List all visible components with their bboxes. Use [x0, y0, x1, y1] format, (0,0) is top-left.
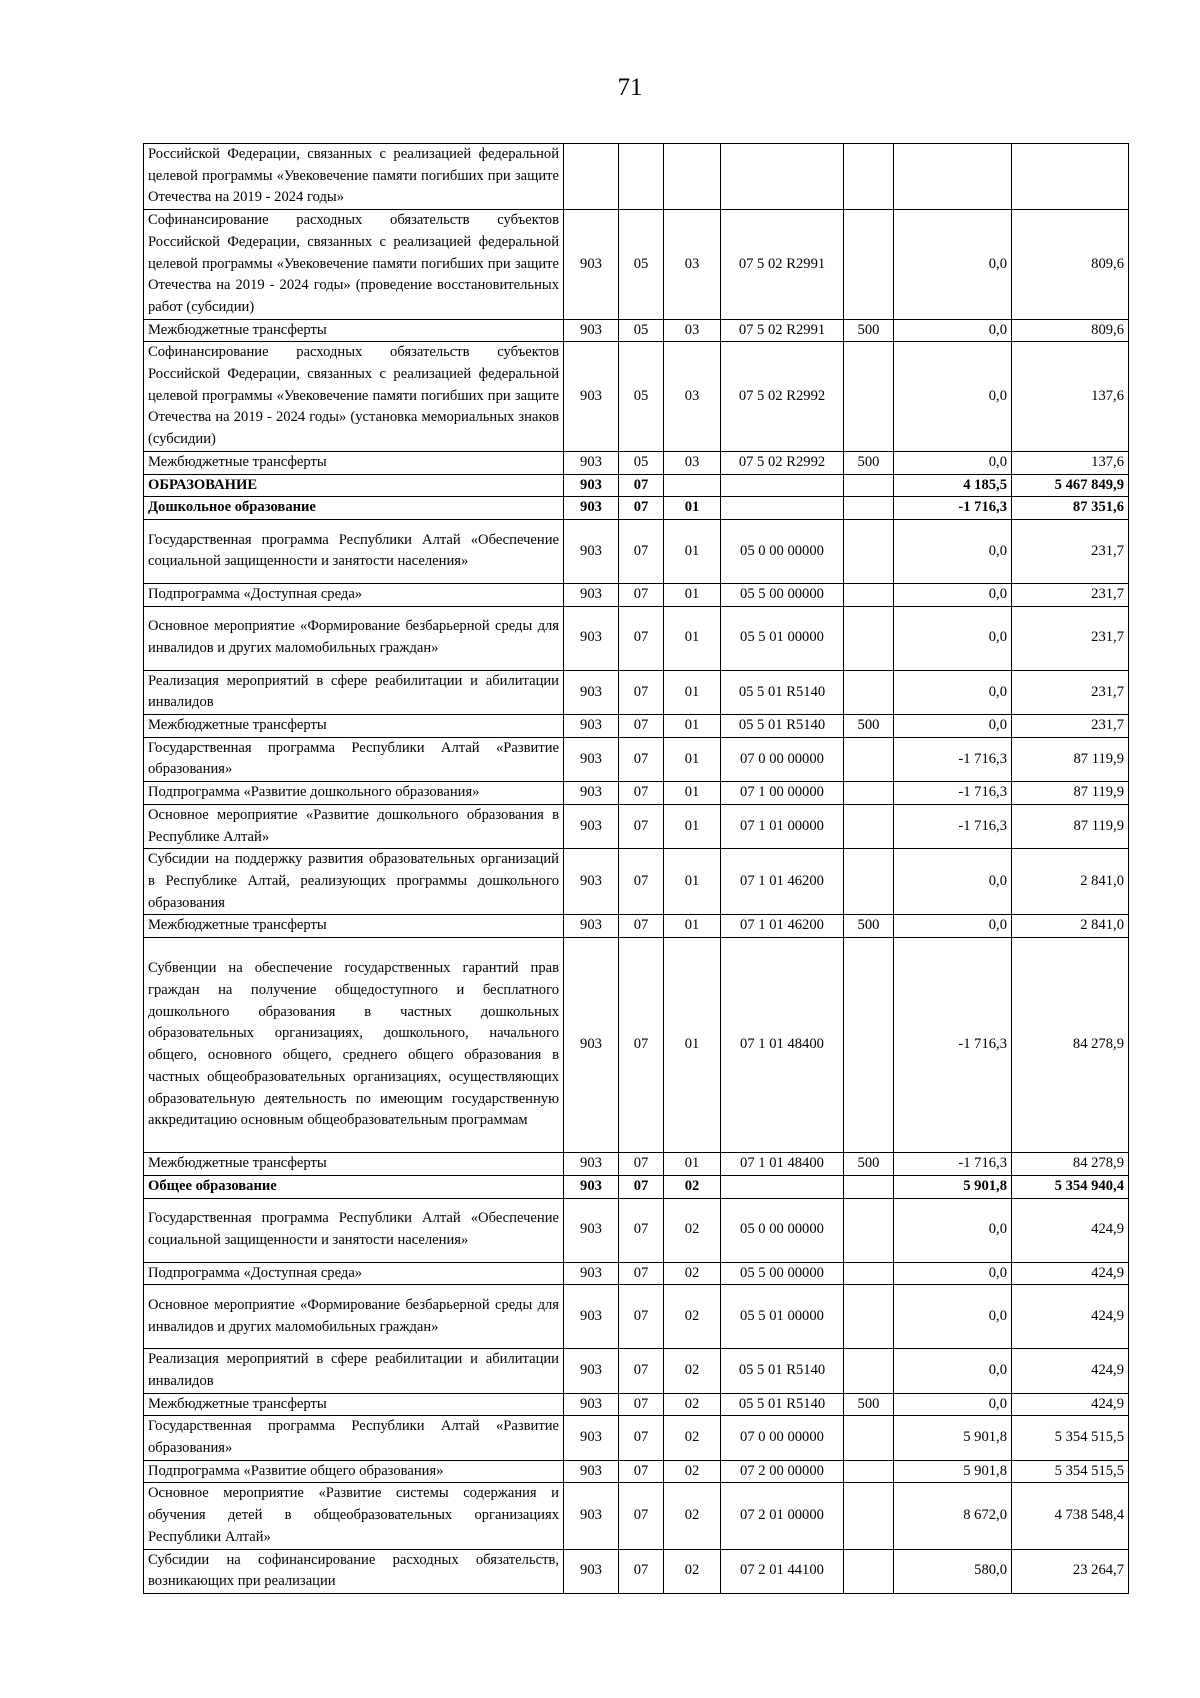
subsection-code: 01: [664, 519, 721, 583]
row-description: Государственная программа Республики Алтай «Развитие образования»: [144, 737, 564, 781]
target-article-code: [721, 497, 844, 520]
section-code: 07: [619, 1549, 664, 1593]
grbs-code: 903: [564, 497, 619, 520]
expense-type-code: 500: [844, 915, 894, 938]
target-article-code: [721, 1175, 844, 1198]
subsection-code: [664, 474, 721, 497]
total-amount: 87 351,6: [1012, 497, 1129, 520]
subsection-code: 01: [664, 804, 721, 848]
table-row: [144, 451, 1129, 474]
change-amount: 0,0: [894, 319, 1012, 342]
total-amount: 424,9: [1012, 1285, 1129, 1349]
total-amount: 809,6: [1012, 319, 1129, 342]
row-description: Подпрограмма «Доступная среда»: [144, 1262, 564, 1285]
change-amount: 5 901,8: [894, 1416, 1012, 1460]
section-code: 07: [619, 782, 664, 805]
expense-type-code: [844, 1175, 894, 1198]
grbs-code: 903: [564, 915, 619, 938]
table-body: [144, 144, 1129, 1594]
row-description: Межбюджетные трансферты: [144, 915, 564, 938]
change-amount: 0,0: [894, 519, 1012, 583]
target-article-code: 05 5 01 R5140: [721, 1349, 844, 1393]
change-amount: 5 901,8: [894, 1460, 1012, 1483]
row-description: Государственная программа Республики Алтай «Обеспечение социальной защищенности и занятости населения»: [144, 1198, 564, 1262]
table-row: [144, 210, 1129, 320]
subsection-code: 02: [664, 1549, 721, 1593]
grbs-code: 903: [564, 1416, 619, 1460]
total-amount: 84 278,9: [1012, 1153, 1129, 1176]
expense-type-code: [844, 497, 894, 520]
total-amount: 809,6: [1012, 210, 1129, 320]
expense-type-code: 500: [844, 319, 894, 342]
change-amount: 0,0: [894, 1393, 1012, 1416]
expense-type-code: [844, 938, 894, 1153]
table-row: [144, 583, 1129, 606]
row-description: Общее образование: [144, 1175, 564, 1198]
table-row: [144, 804, 1129, 848]
change-amount: 8 672,0: [894, 1483, 1012, 1549]
budget-table: [143, 143, 1129, 1594]
change-amount: 0,0: [894, 849, 1012, 915]
change-amount: 0,0: [894, 342, 1012, 452]
subsection-code: 01: [664, 849, 721, 915]
change-amount: 0,0: [894, 1262, 1012, 1285]
target-article-code: 07 1 01 48400: [721, 1153, 844, 1176]
section-code: 07: [619, 1153, 664, 1176]
section-code: 07: [619, 849, 664, 915]
table-row: [144, 342, 1129, 452]
section-code: 07: [619, 1460, 664, 1483]
section-code: 07: [619, 497, 664, 520]
target-article-code: 07 1 01 00000: [721, 804, 844, 848]
grbs-code: 903: [564, 782, 619, 805]
grbs-code: 903: [564, 519, 619, 583]
expense-type-code: [844, 606, 894, 670]
expense-type-code: 500: [844, 715, 894, 738]
table-row: [144, 1285, 1129, 1349]
target-article-code: [721, 144, 844, 210]
subsection-code: 01: [664, 737, 721, 781]
table-row: [144, 1483, 1129, 1549]
grbs-code: 903: [564, 1153, 619, 1176]
change-amount: 0,0: [894, 915, 1012, 938]
change-amount: -1 716,3: [894, 497, 1012, 520]
row-description: Подпрограмма «Развитие общего образования»: [144, 1460, 564, 1483]
subsection-code: 02: [664, 1262, 721, 1285]
subsection-code: 03: [664, 342, 721, 452]
grbs-code: 903: [564, 451, 619, 474]
grbs-code: 903: [564, 1483, 619, 1549]
total-amount: 87 119,9: [1012, 782, 1129, 805]
subsection-code: 02: [664, 1393, 721, 1416]
total-amount: 424,9: [1012, 1393, 1129, 1416]
expense-type-code: [844, 519, 894, 583]
target-article-code: 07 5 02 R2992: [721, 451, 844, 474]
table-row: [144, 915, 1129, 938]
target-article-code: 05 0 00 00000: [721, 1198, 844, 1262]
total-amount: [1012, 144, 1129, 210]
expense-type-code: [844, 474, 894, 497]
change-amount: 0,0: [894, 1349, 1012, 1393]
target-article-code: 05 5 00 00000: [721, 583, 844, 606]
target-article-code: 07 0 00 00000: [721, 737, 844, 781]
section-code: 07: [619, 715, 664, 738]
section-code: 07: [619, 670, 664, 714]
total-amount: 424,9: [1012, 1349, 1129, 1393]
expense-type-code: [844, 1549, 894, 1593]
grbs-code: 903: [564, 849, 619, 915]
change-amount: -1 716,3: [894, 737, 1012, 781]
grbs-code: 903: [564, 1285, 619, 1349]
target-article-code: 05 5 01 00000: [721, 1285, 844, 1349]
section-code: 07: [619, 915, 664, 938]
subsection-code: 01: [664, 583, 721, 606]
target-article-code: 07 1 01 46200: [721, 915, 844, 938]
section-code: 05: [619, 451, 664, 474]
target-article-code: 05 5 01 R5140: [721, 1393, 844, 1416]
section-code: 07: [619, 1198, 664, 1262]
target-article-code: 07 2 01 44100: [721, 1549, 844, 1593]
change-amount: 0,0: [894, 1198, 1012, 1262]
total-amount: 2 841,0: [1012, 915, 1129, 938]
total-amount: 2 841,0: [1012, 849, 1129, 915]
table-row: [144, 1175, 1129, 1198]
target-article-code: [721, 474, 844, 497]
target-article-code: 05 5 01 R5140: [721, 670, 844, 714]
table-row: [144, 1416, 1129, 1460]
change-amount: 0,0: [894, 210, 1012, 320]
row-description: Софинансирование расходных обязательств субъектов Российской Федерации, связанных с реализацией федеральной целевой программы «Увековечение памяти погибших при защите Отечества на 2019 - 2024 годы» (установка мемориальных знаков (субсидии): [144, 342, 564, 452]
row-description: Основное мероприятие «Развитие дошкольного образования в Республике Алтай»: [144, 804, 564, 848]
target-article-code: 05 5 00 00000: [721, 1262, 844, 1285]
table-row: [144, 519, 1129, 583]
expense-type-code: [844, 1416, 894, 1460]
change-amount: 5 901,8: [894, 1175, 1012, 1198]
total-amount: 424,9: [1012, 1262, 1129, 1285]
row-description: Подпрограмма «Доступная среда»: [144, 583, 564, 606]
change-amount: 0,0: [894, 670, 1012, 714]
grbs-code: 903: [564, 1262, 619, 1285]
expense-type-code: [844, 737, 894, 781]
section-code: 07: [619, 1175, 664, 1198]
target-article-code: 07 1 00 00000: [721, 782, 844, 805]
expense-type-code: [844, 1285, 894, 1349]
grbs-code: 903: [564, 342, 619, 452]
target-article-code: 07 1 01 46200: [721, 849, 844, 915]
change-amount: 4 185,5: [894, 474, 1012, 497]
expense-type-code: 500: [844, 1393, 894, 1416]
table-row: [144, 144, 1129, 210]
total-amount: 231,7: [1012, 606, 1129, 670]
row-description: Субсидии на софинансирование расходных обязательств, возникающих при реализации: [144, 1549, 564, 1593]
total-amount: 137,6: [1012, 342, 1129, 452]
expense-type-code: [844, 782, 894, 805]
expense-type-code: [844, 210, 894, 320]
section-code: 05: [619, 319, 664, 342]
section-code: 07: [619, 583, 664, 606]
subsection-code: 01: [664, 715, 721, 738]
expense-type-code: 500: [844, 451, 894, 474]
subsection-code: 02: [664, 1198, 721, 1262]
total-amount: 84 278,9: [1012, 938, 1129, 1153]
section-code: 05: [619, 342, 664, 452]
grbs-code: 903: [564, 670, 619, 714]
expense-type-code: [844, 583, 894, 606]
row-description: Межбюджетные трансферты: [144, 451, 564, 474]
row-description: Реализация мероприятий в сфере реабилитации и абилитации инвалидов: [144, 1349, 564, 1393]
target-article-code: 07 5 02 R2991: [721, 319, 844, 342]
expense-type-code: [844, 1483, 894, 1549]
table-row: [144, 1393, 1129, 1416]
change-amount: -1 716,3: [894, 782, 1012, 805]
section-code: 07: [619, 606, 664, 670]
section-code: 07: [619, 1349, 664, 1393]
total-amount: 87 119,9: [1012, 737, 1129, 781]
change-amount: 0,0: [894, 715, 1012, 738]
row-description: Реализация мероприятий в сфере реабилитации и абилитации инвалидов: [144, 670, 564, 714]
subsection-code: [664, 144, 721, 210]
row-description: Основное мероприятие «Развитие системы содержания и обучения детей в общеобразовательных организациях Республики Алтай»: [144, 1483, 564, 1549]
subsection-code: 02: [664, 1483, 721, 1549]
table-row: [144, 319, 1129, 342]
grbs-code: 903: [564, 583, 619, 606]
grbs-code: 903: [564, 319, 619, 342]
section-code: [619, 144, 664, 210]
table-row: [144, 1262, 1129, 1285]
total-amount: 87 119,9: [1012, 804, 1129, 848]
total-amount: 231,7: [1012, 715, 1129, 738]
expense-type-code: [844, 1460, 894, 1483]
total-amount: 231,7: [1012, 583, 1129, 606]
row-description: Межбюджетные трансферты: [144, 715, 564, 738]
subsection-code: 03: [664, 319, 721, 342]
grbs-code: 903: [564, 1393, 619, 1416]
expense-type-code: [844, 342, 894, 452]
table-row: [144, 1153, 1129, 1176]
row-description: Основное мероприятие «Формирование безбарьерной среды для инвалидов и других маломобильных граждан»: [144, 1285, 564, 1349]
row-description: Межбюджетные трансферты: [144, 1153, 564, 1176]
target-article-code: 05 5 01 R5140: [721, 715, 844, 738]
total-amount: 4 738 548,4: [1012, 1483, 1129, 1549]
section-code: 07: [619, 1262, 664, 1285]
table-row: [144, 1198, 1129, 1262]
table-row: [144, 782, 1129, 805]
total-amount: 424,9: [1012, 1198, 1129, 1262]
total-amount: 5 354 515,5: [1012, 1460, 1129, 1483]
subsection-code: 02: [664, 1460, 721, 1483]
table-row: [144, 849, 1129, 915]
section-code: 07: [619, 1416, 664, 1460]
section-code: 07: [619, 804, 664, 848]
subsection-code: 02: [664, 1175, 721, 1198]
subsection-code: 01: [664, 915, 721, 938]
subsection-code: 01: [664, 782, 721, 805]
subsection-code: 02: [664, 1416, 721, 1460]
change-amount: -1 716,3: [894, 938, 1012, 1153]
total-amount: 5 354 940,4: [1012, 1175, 1129, 1198]
expense-type-code: [844, 144, 894, 210]
grbs-code: 903: [564, 1198, 619, 1262]
subsection-code: 01: [664, 670, 721, 714]
target-article-code: 07 5 02 R2991: [721, 210, 844, 320]
target-article-code: 07 1 01 48400: [721, 938, 844, 1153]
total-amount: 137,6: [1012, 451, 1129, 474]
grbs-code: 903: [564, 737, 619, 781]
expense-type-code: 500: [844, 1153, 894, 1176]
change-amount: 580,0: [894, 1549, 1012, 1593]
section-code: 07: [619, 519, 664, 583]
subsection-code: 01: [664, 938, 721, 1153]
subsection-code: 03: [664, 451, 721, 474]
row-description: Основное мероприятие «Формирование безбарьерной среды для инвалидов и других маломобильных граждан»: [144, 606, 564, 670]
grbs-code: 903: [564, 1460, 619, 1483]
subsection-code: 01: [664, 497, 721, 520]
subsection-code: 02: [664, 1285, 721, 1349]
expense-type-code: [844, 849, 894, 915]
expense-type-code: [844, 670, 894, 714]
section-code: 07: [619, 737, 664, 781]
table-row: [144, 1460, 1129, 1483]
grbs-code: 903: [564, 1175, 619, 1198]
grbs-code: 903: [564, 474, 619, 497]
row-description: Межбюджетные трансферты: [144, 1393, 564, 1416]
change-amount: 0,0: [894, 583, 1012, 606]
grbs-code: 903: [564, 606, 619, 670]
row-description: Субсидии на поддержку развития образовательных организаций в Республике Алтай, реализующих программы дошкольного образования: [144, 849, 564, 915]
expense-type-code: [844, 1262, 894, 1285]
target-article-code: 07 0 00 00000: [721, 1416, 844, 1460]
change-amount: 0,0: [894, 451, 1012, 474]
total-amount: 23 264,7: [1012, 1549, 1129, 1593]
expense-type-code: [844, 1349, 894, 1393]
grbs-code: 903: [564, 804, 619, 848]
target-article-code: 07 2 00 00000: [721, 1460, 844, 1483]
row-description: Российской Федерации, связанных с реализацией федеральной целевой программы «Увековечение памяти погибших при защите Отечества на 2019 - 2024 годы»: [144, 144, 564, 210]
total-amount: 5 354 515,5: [1012, 1416, 1129, 1460]
subsection-code: 03: [664, 210, 721, 320]
row-description: Дошкольное образование: [144, 497, 564, 520]
row-description: Подпрограмма «Развитие дошкольного образования»: [144, 782, 564, 805]
change-amount: -1 716,3: [894, 804, 1012, 848]
grbs-code: 903: [564, 1349, 619, 1393]
table-row: [144, 1349, 1129, 1393]
row-description: Софинансирование расходных обязательств субъектов Российской Федерации, связанных с реализацией федеральной целевой программы «Увековечение памяти погибших при защите Отечества на 2019 - 2024 годы» (проведение восстановительных работ (субсидии): [144, 210, 564, 320]
target-article-code: 07 5 02 R2992: [721, 342, 844, 452]
grbs-code: 903: [564, 938, 619, 1153]
row-description: Государственная программа Республики Алтай «Обеспечение социальной защищенности и занятости населения»: [144, 519, 564, 583]
section-code: 07: [619, 474, 664, 497]
table-row: [144, 474, 1129, 497]
section-code: 07: [619, 1393, 664, 1416]
change-amount: -1 716,3: [894, 1153, 1012, 1176]
subsection-code: 01: [664, 606, 721, 670]
row-description: Субвенции на обеспечение государственных гарантий прав граждан на получение общедоступного и бесплатного дошкольного образования в частных дошкольных образовательных организациях, дошкольного, начального общего, основного общего, среднего общего образования в частных общеобразовательных организациях, осуществляющих образовательную деятельность по имеющим государственную аккредитацию основным общеобразовательным программам: [144, 938, 564, 1153]
subsection-code: 02: [664, 1349, 721, 1393]
table-row: [144, 737, 1129, 781]
target-article-code: 05 5 01 00000: [721, 606, 844, 670]
grbs-code: 903: [564, 1549, 619, 1593]
expense-type-code: [844, 804, 894, 848]
change-amount: [894, 144, 1012, 210]
target-article-code: 07 2 01 00000: [721, 1483, 844, 1549]
page-number: 71: [617, 74, 643, 101]
section-code: 07: [619, 938, 664, 1153]
table-row: [144, 670, 1129, 714]
total-amount: 231,7: [1012, 519, 1129, 583]
section-code: 07: [619, 1483, 664, 1549]
expense-type-code: [844, 1198, 894, 1262]
change-amount: 0,0: [894, 1285, 1012, 1349]
table-row: [144, 606, 1129, 670]
row-description: Государственная программа Республики Алтай «Развитие образования»: [144, 1416, 564, 1460]
target-article-code: 05 0 00 00000: [721, 519, 844, 583]
row-description: Межбюджетные трансферты: [144, 319, 564, 342]
total-amount: 231,7: [1012, 670, 1129, 714]
section-code: 05: [619, 210, 664, 320]
change-amount: 0,0: [894, 606, 1012, 670]
table-row: [144, 497, 1129, 520]
table-row: [144, 1549, 1129, 1593]
subsection-code: 01: [664, 1153, 721, 1176]
grbs-code: [564, 144, 619, 210]
total-amount: 5 467 849,9: [1012, 474, 1129, 497]
row-description: ОБРАЗОВАНИЕ: [144, 474, 564, 497]
grbs-code: 903: [564, 715, 619, 738]
grbs-code: 903: [564, 210, 619, 320]
table-row: [144, 938, 1129, 1153]
section-code: 07: [619, 1285, 664, 1349]
table-row: [144, 715, 1129, 738]
